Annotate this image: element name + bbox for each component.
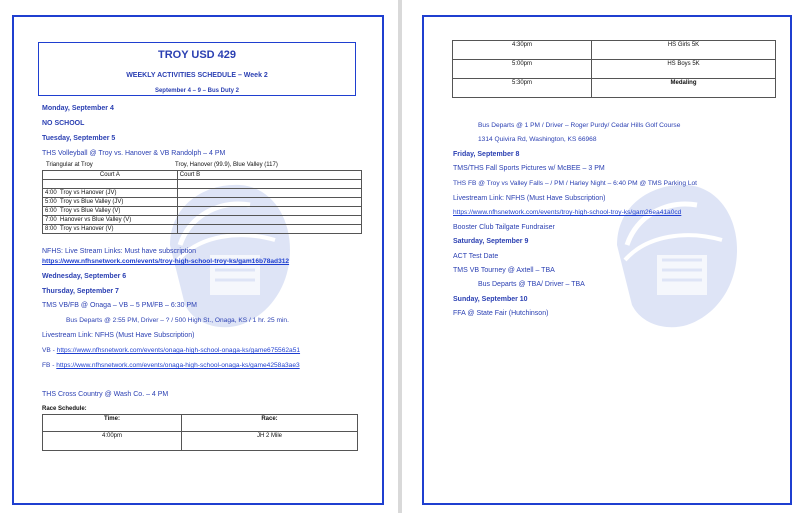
table-row	[43, 198, 362, 207]
race-time: 4:30pm	[453, 41, 592, 60]
race-schedule-table-continued	[452, 40, 776, 98]
volleyball-event: THS Volleyball @ Troy vs. Hanover & VB Randolph – 4 PM	[42, 150, 226, 157]
court-schedule-table	[42, 170, 362, 234]
page-1	[0, 0, 398, 513]
bus-departs: Bus Departs @ 2:55 PM, Driver – ? / 500 High St., Onaga, KS / 1 hr. 25 min.	[66, 317, 289, 324]
race-time: 5:00pm	[453, 60, 592, 79]
race-time: 5:30pm	[453, 79, 592, 98]
match-name: Hanover vs Blue Valley (V)	[60, 217, 132, 223]
table-row	[43, 180, 362, 189]
fb-link[interactable]: https://www.nfhsnetwork.com/events/onaga-high-school-onaga-ks/game4258a3ae3	[56, 362, 300, 369]
triangular-label: Triangular at Troy	[46, 162, 93, 168]
match-name: Troy vs Blue Valley (V)	[60, 208, 121, 214]
race-schedule-table	[42, 414, 358, 451]
tms-event: TMS VB/FB @ Onaga – VB – 5 PM/FB – 6:30 PM	[42, 302, 197, 309]
pictures-event: TMS/THS Fall Sports Pictures w/ McBEE – 3 PM	[453, 165, 605, 172]
act-event: ACT Test Date	[453, 253, 499, 260]
day-heading-monday: Monday, September 4	[42, 105, 114, 112]
race-time: 4:00pm	[43, 432, 182, 451]
day-heading-tuesday: Tuesday, September 5	[42, 135, 116, 142]
table-row	[43, 216, 362, 225]
table-row	[43, 432, 358, 451]
race-name: HS Boys 5K	[592, 60, 776, 79]
day-heading-friday: Friday, September 8	[453, 151, 520, 158]
week-dates: September 4 – 9 – Bus Duty 2	[154, 88, 240, 94]
football-event: THS FB @ Troy vs Valley Falls – / PM / Harley Night – 6:40 PM @ TMS Parking Lot	[453, 180, 697, 187]
match-time: 5:00	[45, 199, 57, 205]
table-row	[43, 225, 362, 234]
match-name: Troy vs Hanover (JV)	[60, 190, 117, 196]
nfhs-label: NFHS: Live Stream Links: Must have subscription	[42, 248, 197, 255]
tms-vb-event: TMS VB Tourney @ Axtell – TBA	[453, 267, 555, 274]
day-heading-sunday: Sunday, September 10	[453, 296, 528, 303]
day-heading-wednesday: Wednesday, September 6	[42, 273, 127, 280]
tailgate-event: Booster Club Tailgate Fundraiser	[453, 224, 555, 231]
table-row	[43, 415, 358, 432]
race-schedule-label: Race Schedule:	[42, 406, 87, 412]
table-row	[43, 171, 362, 180]
day-heading-thursday: Thursday, September 7	[42, 288, 119, 295]
vb-prefix: VB -	[42, 347, 57, 354]
document-title: TROY USD 429	[157, 49, 237, 61]
trojan-mascot-watermark	[597, 175, 747, 335]
livestream-label: Livestream Link: NFHS (Must Have Subscription)	[42, 332, 195, 339]
table-row	[453, 79, 776, 98]
table-row	[453, 41, 776, 60]
page-2	[402, 0, 800, 513]
fb-prefix: FB -	[42, 362, 57, 369]
course-address: 1314 Quivira Rd, Washington, KS 66968	[478, 136, 597, 143]
nfhs-link[interactable]: https://www.nfhsnetwork.com/events/troy-high-school-troy-ks/gam16b78ad312	[42, 258, 290, 265]
match-time: 4:00	[45, 190, 57, 196]
table-row	[43, 207, 362, 216]
match-name: Troy vs Hanover (V)	[60, 226, 114, 232]
match-time: 8:00	[45, 226, 57, 232]
match-time: 6:00	[45, 208, 57, 214]
bus-tba: Bus Departs @ TBA/ Driver – TBA	[478, 281, 585, 288]
race-name: JH 2 Mile	[182, 432, 358, 451]
livestream-label: Livestream Link: NFHS (Must Have Subscription)	[453, 195, 606, 202]
teams-label: Troy, Hanover (99.9), Blue Valley (117)	[175, 162, 278, 168]
race-header: Race:	[182, 415, 358, 432]
match-name: Troy vs Blue Valley (JV)	[60, 199, 124, 205]
court-b-header: Court B	[177, 171, 361, 180]
time-header: Time:	[43, 415, 182, 432]
match-time: 7:00	[45, 217, 57, 223]
document-subtitle: WEEKLY ACTIVITIES SCHEDULE – Week 2	[126, 72, 268, 79]
race-name: HS Girls 5K	[592, 41, 776, 60]
vb-link[interactable]: https://www.nfhsnetwork.com/events/onaga-high-school-onaga-ks/game675562a51	[56, 347, 301, 354]
bus-departs: Bus Departs @ 1 PM / Driver – Roger Purdy/ Cedar Hills Golf Course	[478, 122, 681, 129]
no-school-text: NO SCHOOL	[42, 120, 85, 127]
fb-livestream-link[interactable]: https://www.nfhsnetwork.com/events/troy-high-school-troy-ks/gam26ea41a0cd	[453, 209, 682, 216]
court-a-header: Court A	[43, 171, 178, 180]
table-row	[453, 60, 776, 79]
table-row	[43, 189, 362, 198]
race-name: Medaling	[592, 79, 776, 98]
ffa-event: FFA @ State Fair (Hutchinson)	[453, 310, 549, 317]
cross-country-event: THS Cross Country @ Wash Co. – 4 PM	[42, 391, 169, 398]
day-heading-saturday: Saturday, September 9	[453, 238, 529, 245]
